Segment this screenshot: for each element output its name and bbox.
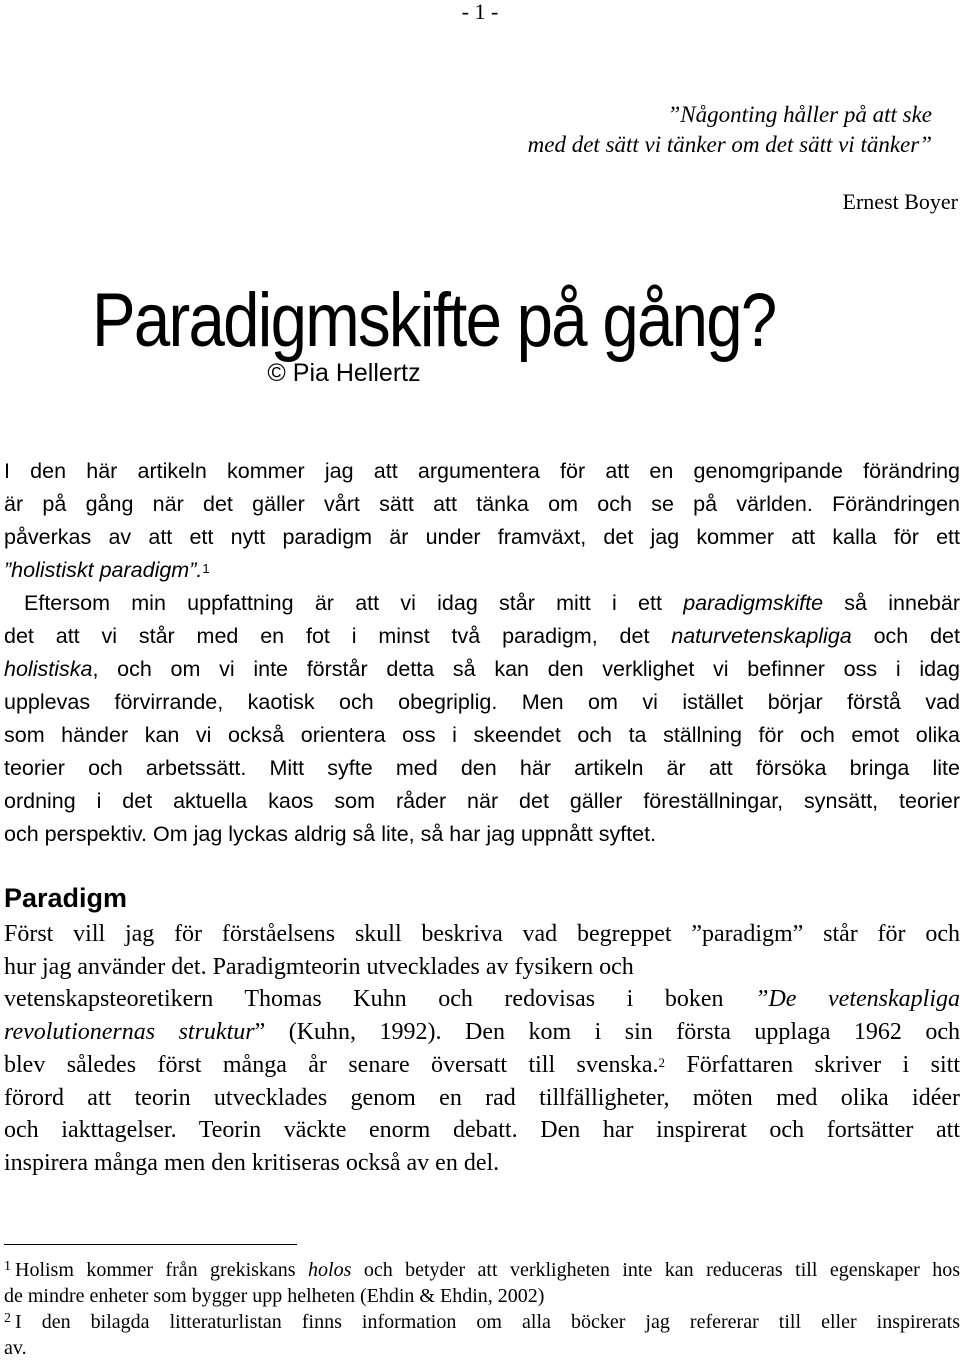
page-number: - 1 - xyxy=(461,0,499,24)
body-line xyxy=(4,620,960,653)
intro-line xyxy=(4,554,960,587)
text: I den bilagda litteraturlistan finns information om alla böcker jag refererar till eller inspirerats xyxy=(15,1311,960,1333)
section-line: förord att teorin utvecklades genom en rad tillfälligheter, möten med olika idéer xyxy=(4,1084,960,1111)
intro-paragraph xyxy=(4,455,960,587)
section-line xyxy=(4,1049,960,1082)
body-line xyxy=(4,653,960,686)
body-line: upplevas förvirrande, kaotisk och obegriplig. Men om vi istället börjar förstå vad xyxy=(4,690,960,714)
italic-term: holos xyxy=(308,1259,352,1281)
section-line xyxy=(4,983,960,1016)
footnote-2 xyxy=(4,1309,960,1361)
italic-term: naturvetenskapliga xyxy=(671,624,852,648)
italic-term: paradigmskifte xyxy=(683,591,824,615)
text: och det xyxy=(851,624,960,648)
footnote-number: 1 xyxy=(4,1259,11,1274)
italic-term: holistiska xyxy=(4,657,93,681)
text: Eftersom min uppfattning är att vi idag står mitt i ett xyxy=(24,591,684,615)
footnote-line: de mindre enheter som bygger upp helheten (Ehdin & Ehdin, 2002) xyxy=(4,1285,545,1307)
text: det att vi står med en fot i minst två paradigm, det xyxy=(4,624,672,648)
intro-line: är på gång när det gäller vårt sätt att tänka om och se på världen. Förändringen xyxy=(4,492,960,516)
footnote-1 xyxy=(4,1257,960,1309)
text: , och om vi inte förstår detta så kan den verklighet vi befinner oss i idag xyxy=(92,657,960,681)
section-line: Först vill jag för förståelsens skull beskriva vad begreppet ”paradigm” står för och xyxy=(4,921,960,947)
footnote-line: av. xyxy=(4,1337,27,1359)
section-line: hur jag använder det. Paradigmteorin utvecklades av fysikern och xyxy=(4,953,634,980)
epigraph-line-2: med det sätt vi tänker om det sätt vi tänker” xyxy=(527,132,932,157)
body-line: ordning i det aktuella kaos som råder när det gäller föreställningar, synsätt, teorier xyxy=(4,789,960,813)
body-line: och perspektiv. Om jag lyckas aldrig så lite, så har jag uppnått syftet. xyxy=(4,822,657,846)
byline-text: © Pia Hellertz xyxy=(267,359,421,387)
body-line: teorier och arbetssätt. Mitt syfte med den här artikeln är att försöka bringa lite xyxy=(4,756,960,780)
footnote-line xyxy=(4,1309,960,1335)
text: så innebär xyxy=(823,591,960,615)
text: ” (Kuhn, 1992). Den kom i sin första upplaga 1962 och xyxy=(254,1019,960,1046)
body-line: som händer kan vi också orientera oss i skeendet och ta ställning för och emot olika xyxy=(4,723,960,747)
body-line xyxy=(4,587,960,620)
footnote-ref-1[interactable]: 1 xyxy=(202,561,210,576)
byline xyxy=(0,357,960,389)
holistic-paradigm-term: ”holistiskt paradigm”. xyxy=(4,558,203,582)
footnote-number: 2 xyxy=(4,1311,11,1326)
section-heading: Paradigm xyxy=(4,883,128,913)
text: blev således först många år senare översatt till svenska. xyxy=(4,1051,659,1078)
text: och betyder att verkligheten inte kan reduceras till egenskaper hos xyxy=(351,1259,960,1281)
section-paragraph xyxy=(4,918,960,1180)
book-title: revolutionernas struktur xyxy=(4,1019,255,1046)
footnote-divider xyxy=(4,1244,297,1245)
footnote-line xyxy=(4,1257,960,1283)
epigraph-author: Ernest Boyer xyxy=(842,189,958,214)
text: vetenskapsteoretikern Thomas Kuhn och redovisas i boken xyxy=(4,986,756,1013)
page-title: Paradigmskifte på gång? xyxy=(92,278,776,363)
text: Holism kommer från grekiskans xyxy=(15,1259,309,1281)
intro-line: I den här artikeln kommer jag att argumentera för att en genomgripande förändring xyxy=(4,459,960,483)
footnote-ref-2[interactable]: 2 xyxy=(658,1054,666,1070)
text: Författaren skriver i sitt xyxy=(665,1051,960,1078)
argument-paragraph xyxy=(4,587,960,851)
book-title: ”De vetenskapliga xyxy=(755,986,960,1013)
section-line xyxy=(4,1016,960,1049)
section-line: och iakttagelser. Teorin väckte enorm debatt. Den har inspirerat och fortsätter att xyxy=(4,1117,960,1144)
intro-line: påverkas av att ett nytt paradigm är under framväxt, det jag kommer att kalla för ett xyxy=(4,525,960,549)
epigraph-line-1: ”Någonting håller på att ske xyxy=(667,102,932,127)
section-line: inspirera många men den kritiseras också av en del. xyxy=(4,1149,500,1176)
